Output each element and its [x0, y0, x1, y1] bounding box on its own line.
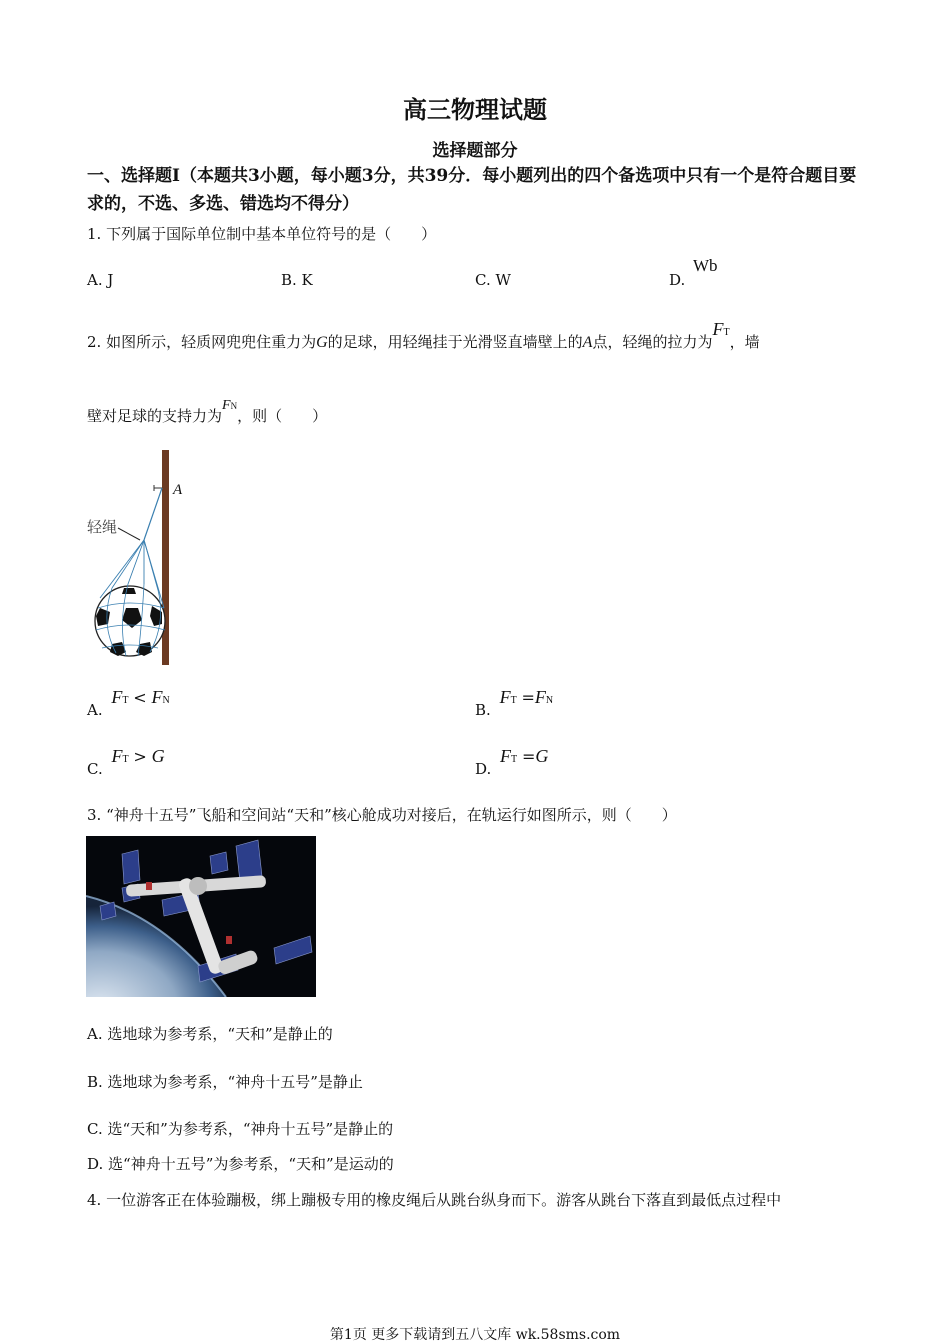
- q2-stem-part3: 点，轻绳的拉力为: [592, 333, 713, 351]
- q2-option-d-label: D.: [475, 760, 492, 778]
- page-footer: 第1页 更多下载请到五八文库 wk.58sms.com: [329, 1327, 621, 1343]
- q2-option-b: B. FT =FN: [475, 687, 554, 719]
- q2-stem-part4: ，墙: [729, 333, 760, 351]
- figure-label-rope: 轻绳: [87, 518, 118, 536]
- figure-label-a: A: [173, 482, 183, 498]
- q3-option-b: B. 选地球为参考系，“神舟十五号”是静止: [87, 1073, 363, 1091]
- q2-symbol-ft-sub: T: [723, 327, 730, 338]
- page-title: 高三物理试题: [403, 95, 547, 124]
- question-3-stem: 3. “神舟十五号”飞船和空间站“天和”核心舱成功对接后，在轨运行如图所示，则（ ）: [87, 806, 677, 824]
- q2-option-c: C. FT > G: [87, 746, 165, 778]
- section-subtitle: 选择题部分: [432, 141, 518, 161]
- q2-stem-line2a: 壁对足球的支持力为: [87, 407, 223, 425]
- q2-option-b-label: B.: [475, 701, 491, 719]
- q2-symbol-fn-sub: N: [230, 401, 238, 411]
- question-2-stem: [87, 319, 857, 356]
- q3-option-c: C. 选“天和”为参考系，“神舟十五号”是静止的: [87, 1120, 394, 1138]
- q3-option-a: A. 选地球为参考系，“天和”是静止的: [87, 1025, 333, 1043]
- q2-option-d: D. FT =G: [475, 746, 549, 778]
- question-4-stem: 4. 一位游客正在体验蹦极，绑上蹦极专用的橡皮绳后从跳台纵身而下。游客从跳台下落直到最低点过程中: [87, 1191, 782, 1209]
- q2-symbol-g: G: [316, 334, 328, 351]
- q3-option-d: D. 选“神舟十五号”为参考系，“天和”是运动的: [87, 1155, 394, 1173]
- q2-stem-part1: 2. 如图所示，轻质网兜兜住重力为: [87, 333, 317, 351]
- question-1-stem: 1. 下列属于国际单位制中基本单位符号的是（ ）: [87, 225, 437, 243]
- q1-option-a: A. J: [87, 271, 114, 289]
- q2-symbol-ft: F: [712, 319, 724, 339]
- q2-option-c-label: C.: [87, 760, 103, 778]
- question-2-stem-line2: [87, 398, 328, 429]
- rope-label-arrow: [118, 528, 140, 540]
- q1-option-d: D.: [669, 271, 686, 289]
- q2-option-a-label: A.: [87, 701, 103, 719]
- q2-symbol-fn: F: [222, 398, 231, 413]
- q2-stem-part2: 的足球，用轻绳挂于光滑竖直墙壁上的: [327, 333, 583, 351]
- q1-option-d-value: Wb: [693, 256, 718, 275]
- space-station-photo: [86, 836, 316, 997]
- q2-option-a: A. FT < FN: [87, 687, 170, 719]
- q1-option-b: B. K: [281, 271, 313, 289]
- q2-symbol-a: A: [582, 334, 593, 351]
- q1-option-c: C. W: [475, 271, 511, 289]
- section-heading: 一、选择题Ⅰ（本题共3小题，每小题3分，共39分．每小题列出的四个备选项中只有一个是符合题目要求的，不选、多选、错选均不得分）: [87, 166, 857, 214]
- q2-stem-line2b: ，则（ ）: [237, 407, 328, 425]
- rope: [144, 488, 162, 540]
